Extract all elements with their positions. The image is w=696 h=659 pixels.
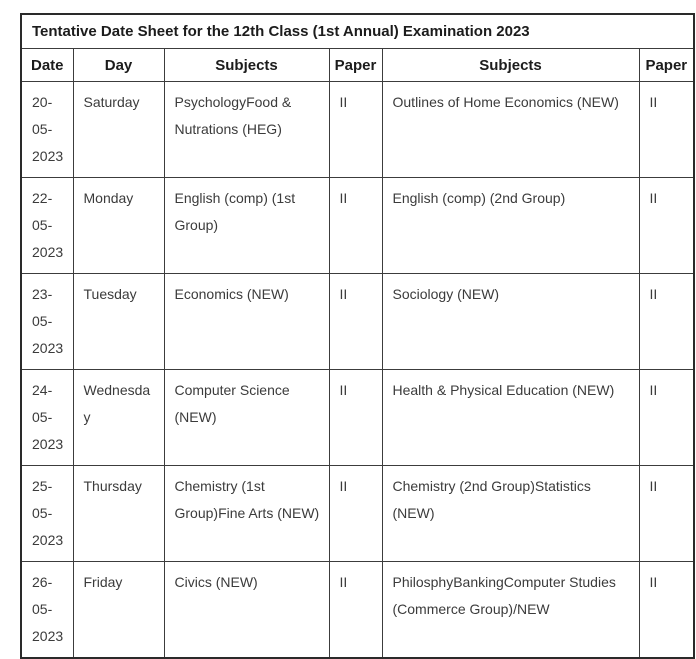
cell-subject-1: Civics (NEW) [164, 562, 329, 659]
cell-subject-1: PsychologyFood & Nutrations (HEG) [164, 82, 329, 178]
date-sheet-table [20, 13, 695, 659]
cell-paper-2: II [639, 562, 694, 659]
cell-day: Thursday [73, 466, 164, 562]
cell-date: 22-05-2023 [21, 178, 73, 274]
cell-day: Friday [73, 562, 164, 659]
cell-subject-2: Chemistry (2nd Group)Statistics (NEW) [382, 466, 639, 562]
cell-subject-2: PhilosphyBankingComputer Studies (Commerce Group)/NEW [382, 562, 639, 659]
cell-subject-1: Computer Science (NEW) [164, 370, 329, 466]
cell-date: 20-05-2023 [21, 82, 73, 178]
column-header-subjects-1: Subjects [164, 49, 329, 82]
cell-date: 25-05-2023 [21, 466, 73, 562]
table-row [21, 178, 694, 274]
cell-day: Wednesday [73, 370, 164, 466]
cell-date: 23-05-2023 [21, 274, 73, 370]
cell-subject-2: Sociology (NEW) [382, 274, 639, 370]
table-row [21, 562, 694, 659]
table-header-row [21, 49, 694, 82]
table-row [21, 370, 694, 466]
column-header-paper-2: Paper [639, 49, 694, 82]
cell-paper-1: II [329, 466, 382, 562]
table-row [21, 274, 694, 370]
cell-date: 24-05-2023 [21, 370, 73, 466]
cell-subject-2: Health & Physical Education (NEW) [382, 370, 639, 466]
table-row [21, 466, 694, 562]
cell-paper-2: II [639, 82, 694, 178]
cell-paper-2: II [639, 274, 694, 370]
cell-paper-2: II [639, 370, 694, 466]
cell-day: Saturday [73, 82, 164, 178]
column-header-day: Day [73, 49, 164, 82]
cell-day: Monday [73, 178, 164, 274]
table-title: Tentative Date Sheet for the 12th Class (1st Annual) Examination 2023 [21, 14, 694, 49]
cell-subject-2: English (comp) (2nd Group) [382, 178, 639, 274]
cell-subject-1: Chemistry (1st Group)Fine Arts (NEW) [164, 466, 329, 562]
table-row [21, 82, 694, 178]
cell-subject-1: English (comp) (1st Group) [164, 178, 329, 274]
cell-paper-1: II [329, 274, 382, 370]
cell-date: 26-05-2023 [21, 562, 73, 659]
cell-paper-1: II [329, 370, 382, 466]
cell-paper-2: II [639, 466, 694, 562]
cell-paper-1: II [329, 178, 382, 274]
cell-paper-2: II [639, 178, 694, 274]
column-header-date: Date [21, 49, 73, 82]
cell-paper-1: II [329, 82, 382, 178]
column-header-paper-1: Paper [329, 49, 382, 82]
cell-paper-1: II [329, 562, 382, 659]
cell-day: Tuesday [73, 274, 164, 370]
cell-subject-1: Economics (NEW) [164, 274, 329, 370]
table-title-row [21, 14, 694, 49]
cell-subject-2: Outlines of Home Economics (NEW) [382, 82, 639, 178]
column-header-subjects-2: Subjects [382, 49, 639, 82]
